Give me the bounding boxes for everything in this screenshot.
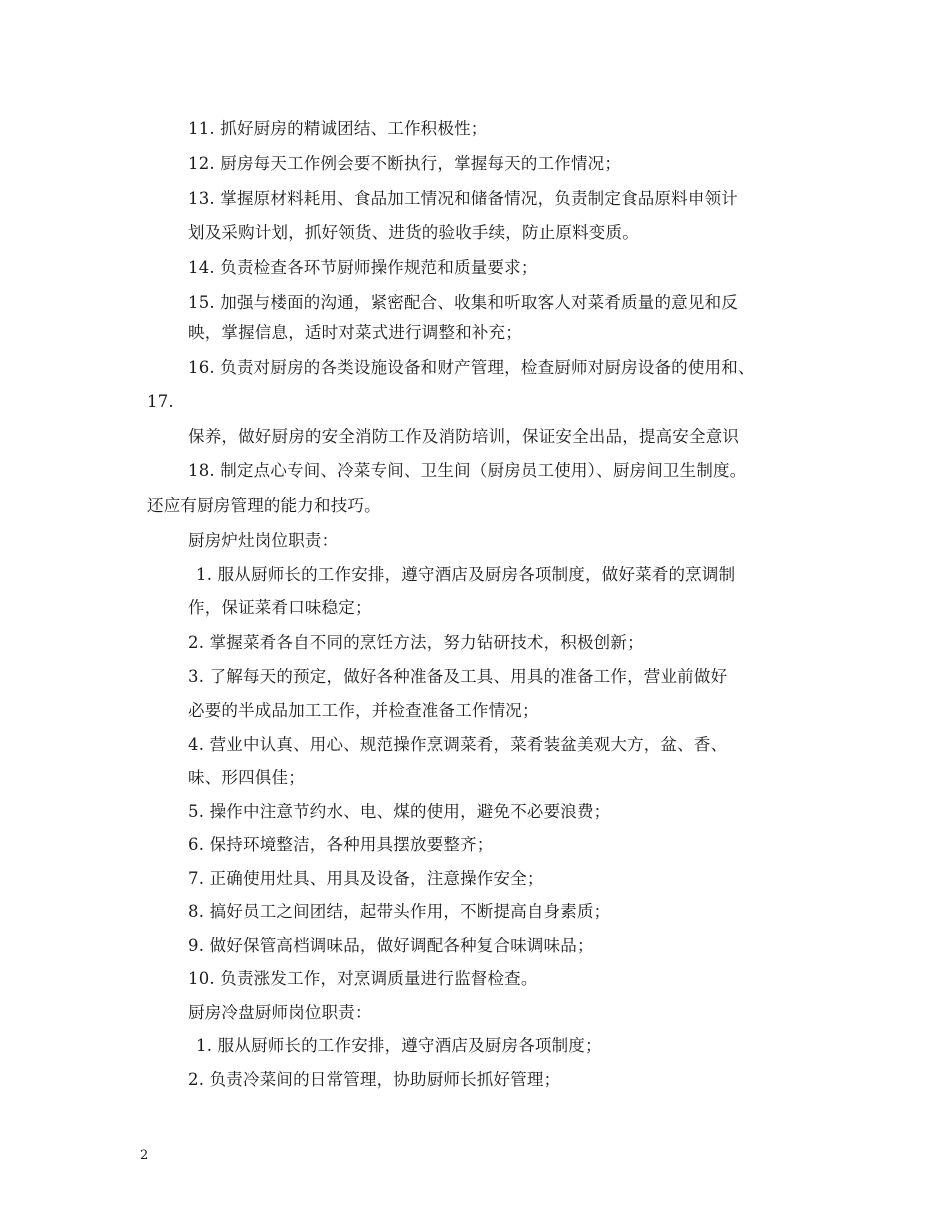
text-line: 9. 做好保管高档调味品，做好调配各种复合味调味品； (188, 936, 594, 955)
text-line: 作，保证菜肴口味稳定； (188, 598, 372, 617)
section-heading: 厨房冷盘厨师岗位职责： (188, 1003, 372, 1022)
page-number: 2 (140, 1148, 149, 1163)
text-line: 映，掌握信息，适时对菜式进行调整和补充； (188, 323, 522, 342)
text-line: 16. 负责对厨房的各类设施设备和财产管理，检查厨师对厨房设备的使用和、 (188, 358, 755, 377)
text-line: 2. 掌握菜肴各自不同的烹饪方法，努力钻研技术，积极创新； (188, 633, 644, 652)
text-line: 17. (147, 392, 174, 411)
text-line: 6. 保持环境整洁，各种用具摆放要整齐； (188, 835, 494, 854)
text-line: 14. 负责检查各环节厨师操作规范和质量要求； (188, 258, 538, 277)
text-line: 味、形四俱佳； (188, 768, 305, 787)
text-line: 8. 搞好员工之间团结，起带头作用，不断提高自身素质； (188, 902, 611, 921)
text-line: 必要的半成品加工工作，并检查准备工作情况； (188, 701, 539, 720)
text-line: 划及采购计划，抓好领货、进货的验收手续，防止原料变质。 (188, 223, 639, 242)
text-line: 3. 了解每天的预定，做好各种准备及工具、用具的准备工作，营业前做好 (188, 667, 728, 686)
text-line: 1. 服从厨师长的工作安排，遵守酒店及厨房各项制度； (196, 1036, 602, 1055)
text-line: 12. 厨房每天工作例会要不断执行，掌握每天的工作情况； (188, 154, 622, 173)
text-line: 11. 抓好厨房的精诚团结、工作积极性； (188, 119, 488, 138)
text-line: 13. 掌握原材料耗用、食品加工情况和储备情况，负责制定食品原料申领计 (188, 189, 738, 208)
text-line: 1. 服从厨师长的工作安排，遵守酒店及厨房各项制度，做好菜肴的烹调制 (196, 565, 736, 584)
text-line: 还应有厨房管理的能力和技巧。 (147, 496, 381, 515)
text-line: 2. 负责冷菜间的日常管理，协助厨师长抓好管理； (188, 1070, 561, 1089)
section-heading: 厨房炉灶岗位职责： (188, 531, 339, 550)
text-line: 10. 负责涨发工作，对烹调质量进行监督检查。 (188, 969, 538, 988)
text-line: 4. 营业中认真、用心、规范操作烹调菜肴，菜肴装盆美观大方，盆、香、 (188, 735, 728, 754)
text-line: 保养，做好厨房的安全消防工作及消防培训，保证安全出品，提高安全意识 (188, 427, 740, 446)
text-line: 5. 操作中注意节约水、电、煤的使用，避免不必要浪费； (188, 802, 611, 821)
text-line: 15. 加强与楼面的沟通，紧密配合、收集和听取客人对菜肴质量的意见和反 (188, 293, 738, 312)
text-line: 7. 正确使用灶具、用具及设备，注意操作安全； (188, 869, 544, 888)
text-line: 18. 制定点心专间、冷菜专间、卫生间（厨房员工使用）、厨房间卫生制度。 (188, 461, 747, 480)
